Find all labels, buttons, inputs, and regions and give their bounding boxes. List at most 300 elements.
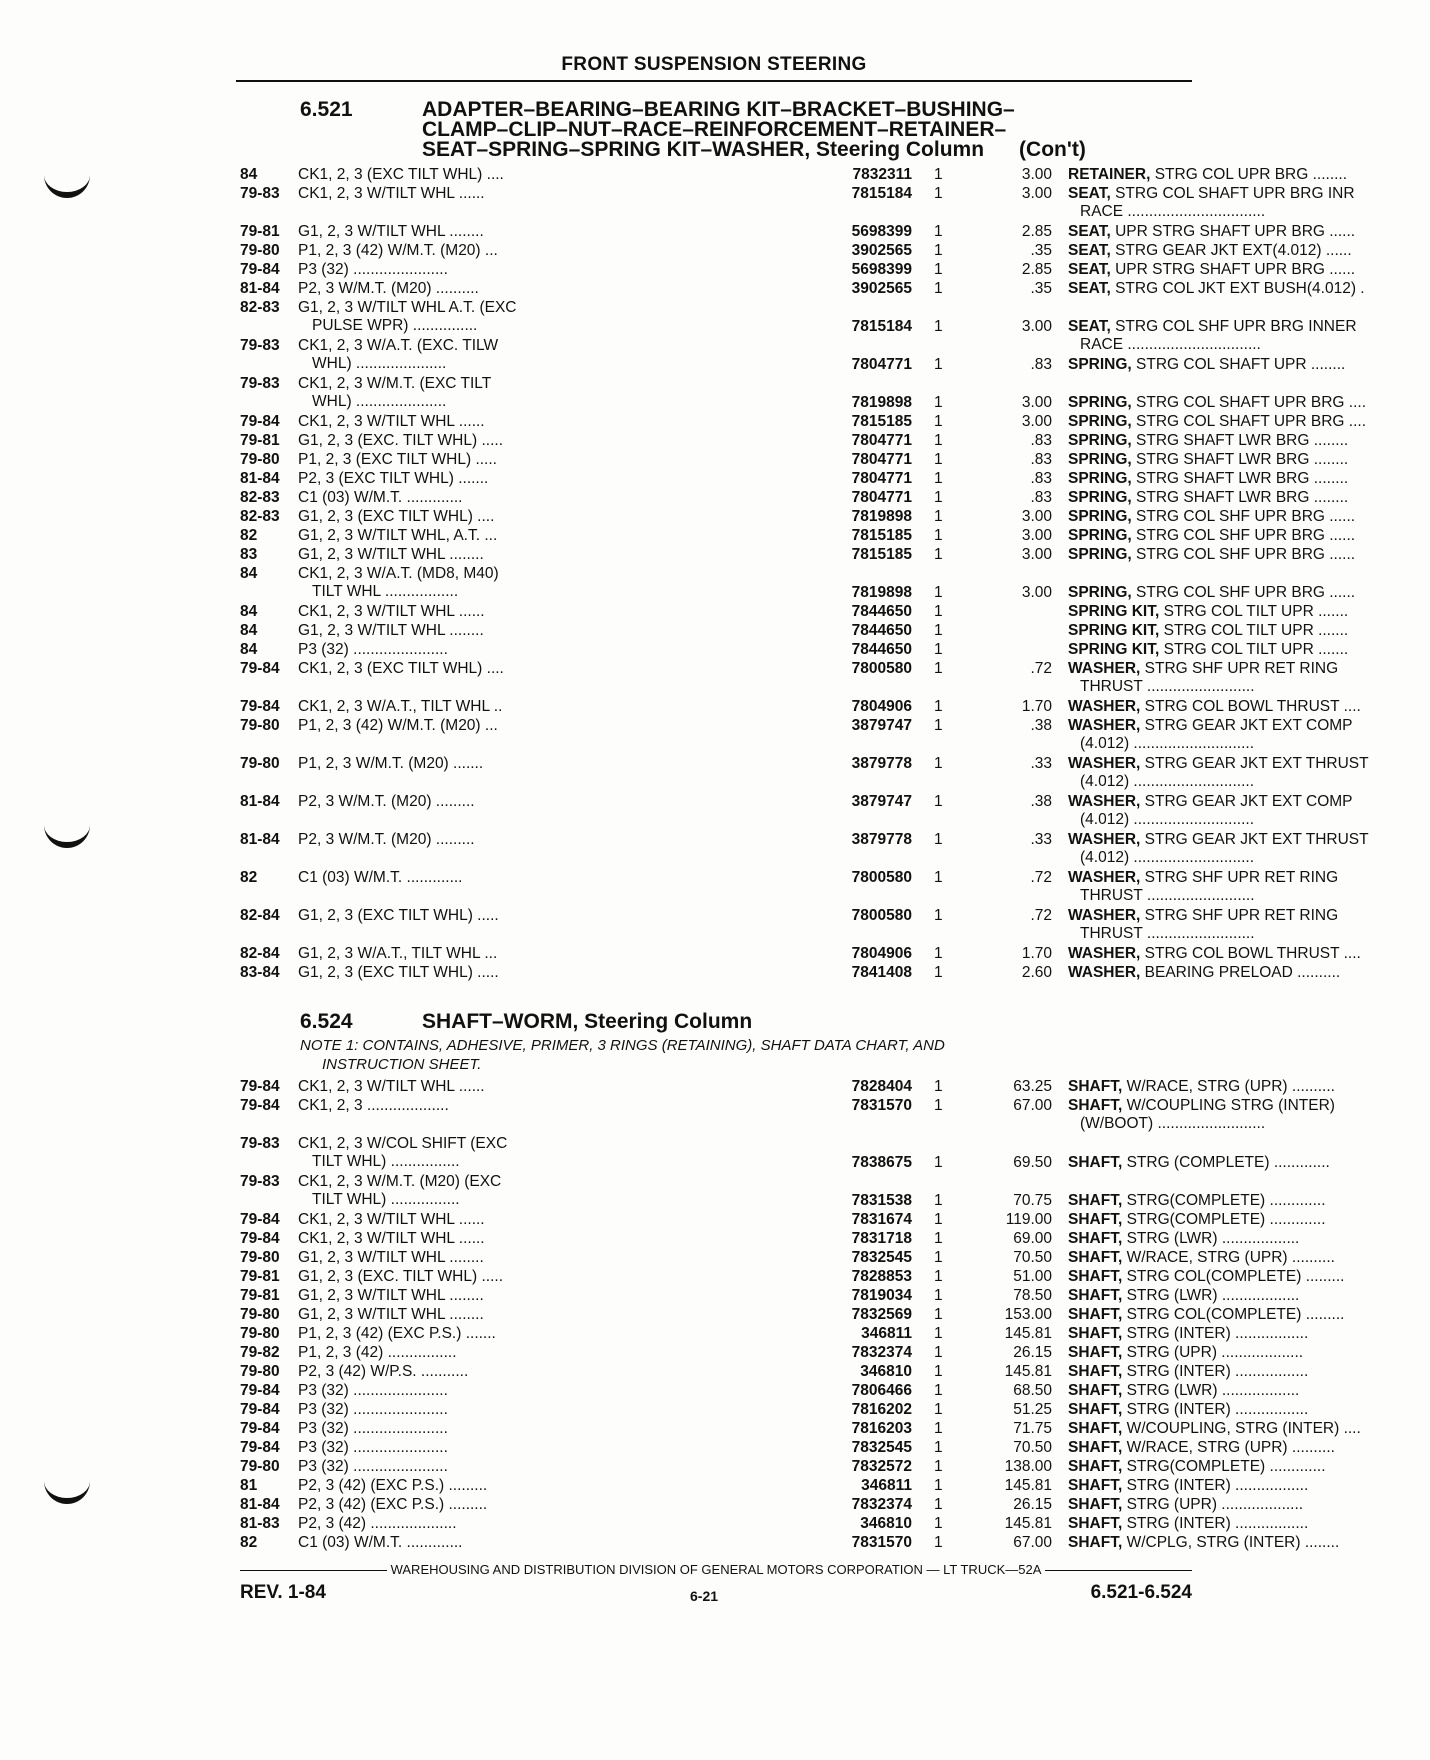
table-row <box>240 413 1366 432</box>
table-row <box>240 432 1349 451</box>
part-description: WASHER, STRG SHF UPR RET RING THRUST ......................... <box>1068 869 1339 904</box>
model-application: G1, 2, 3 W/A.T., TILT WHL ... <box>298 945 498 962</box>
model-years: 79-80 <box>240 242 280 259</box>
quantity: 1 <box>934 603 943 620</box>
part-name: SPRING, <box>1068 432 1132 449</box>
quantity: 1 <box>934 1458 943 1475</box>
model-application: P3 (32) ...................... <box>298 641 448 658</box>
part-name: SHAFT, <box>1068 1078 1123 1095</box>
model-application: P2, 3 W/M.T. (M20) .......... <box>298 280 479 297</box>
part-name: SHAFT, <box>1068 1420 1123 1437</box>
part-description: SHAFT, W/RACE, STRG (UPR) .......... <box>1068 1439 1335 1456</box>
quantity: 1 <box>934 641 943 658</box>
page-number: 6-21 <box>690 1588 719 1604</box>
part-number: 3879778 <box>851 831 912 848</box>
part-number: 3902565 <box>851 242 912 259</box>
section-number: 6.524 <box>300 1010 353 1033</box>
quantity: 1 <box>934 223 943 240</box>
part-description: SPRING KIT, STRG COL TILT UPR ....... <box>1068 603 1349 620</box>
model-years: 79-80 <box>240 1363 280 1380</box>
table-row <box>240 603 1349 622</box>
part-number: 7841408 <box>851 964 912 981</box>
quantity: 1 <box>934 1477 943 1494</box>
part-name: WASHER, <box>1068 831 1141 848</box>
part-description: WASHER, BEARING PRELOAD .......... <box>1068 964 1341 981</box>
quantity: 1 <box>934 1382 943 1399</box>
part-description: SHAFT, STRG (INTER) ................. <box>1068 1515 1309 1532</box>
part-name: SEAT, <box>1068 261 1111 278</box>
model-years: 79-80 <box>240 755 280 772</box>
part-name: SHAFT, <box>1068 1363 1123 1380</box>
part-number: 7831570 <box>851 1534 912 1551</box>
part-number: 7815184 <box>851 185 912 202</box>
model-application: G1, 2, 3 W/TILT WHL ........ <box>298 1287 484 1304</box>
model-application: P1, 2, 3 (42) W/M.T. (M20) ... <box>298 717 498 734</box>
table-row <box>240 755 1369 793</box>
price: 67.00 <box>1013 1534 1052 1551</box>
price: .83 <box>1030 489 1052 506</box>
model-application: CK1, 2, 3 W/TILT WHL ...... <box>298 1230 485 1247</box>
table-row <box>240 1211 1326 1230</box>
part-description: SPRING, STRG SHAFT LWR BRG ........ <box>1068 432 1349 449</box>
part-description: WASHER, STRG SHF UPR RET RING THRUST ......................... <box>1068 660 1339 695</box>
part-description: SPRING, STRG SHAFT LWR BRG ........ <box>1068 451 1349 468</box>
model-application: CK1, 2, 3 W/A.T., TILT WHL .. <box>298 698 503 715</box>
price: 3.00 <box>1021 546 1052 563</box>
part-description: SHAFT, STRG (INTER) ................. <box>1068 1363 1309 1380</box>
quantity: 1 <box>934 1211 943 1228</box>
price: .33 <box>1030 831 1052 848</box>
table-row <box>240 1382 1300 1401</box>
quantity: 1 <box>934 698 943 715</box>
model-years: 84 <box>240 166 258 183</box>
quantity: 1 <box>934 1325 943 1342</box>
model-years: 79-80 <box>240 1325 280 1342</box>
part-description: SPRING, STRG COL SHF UPR BRG ...... <box>1068 584 1356 601</box>
quantity: 1 <box>934 622 943 639</box>
table-row <box>240 1458 1326 1477</box>
table-row <box>240 1534 1340 1553</box>
part-description: SHAFT, STRG COL(COMPLETE) ......... <box>1068 1268 1345 1285</box>
table-row <box>240 907 1339 945</box>
part-description: SHAFT, STRG(COMPLETE) ............. <box>1068 1211 1326 1228</box>
price: 68.50 <box>1013 1382 1052 1399</box>
part-number: 7828853 <box>851 1268 912 1285</box>
part-description: SEAT, UPR STRG SHAFT UPR BRG ...... <box>1068 223 1356 240</box>
quantity: 1 <box>934 869 943 886</box>
part-name: SEAT, <box>1068 242 1111 259</box>
part-number: 7831538 <box>851 1192 912 1209</box>
quantity: 1 <box>934 660 943 677</box>
part-number: 346810 <box>860 1363 912 1380</box>
price: 63.25 <box>1013 1078 1052 1095</box>
table-row <box>240 869 1339 907</box>
part-description: SHAFT, STRG (LWR) .................. <box>1068 1287 1300 1304</box>
section-title: ADAPTER–BEARING–BEARING KIT–BRACKET–BUSHING– CLAMP–CLIP–NUT–RACE–REINFORCEMENT–RETAINER– SEAT–SPRING–SPRING KIT–WASHER, Steering Column (Con't) <box>422 98 1086 161</box>
model-application: P3 (32) ...................... <box>298 1401 448 1418</box>
part-name: SHAFT, <box>1068 1230 1123 1247</box>
quantity: 1 <box>934 1534 943 1551</box>
part-description: WASHER, STRG COL BOWL THRUST .... <box>1068 698 1361 715</box>
part-name: SPRING, <box>1068 508 1132 525</box>
header-rule <box>236 80 1192 82</box>
part-description: SHAFT, STRG(COMPLETE) ............. <box>1068 1192 1326 1209</box>
part-name: WASHER, <box>1068 945 1141 962</box>
quantity: 1 <box>934 793 943 810</box>
model-years: 84 <box>240 603 258 620</box>
part-number: 7832374 <box>851 1496 912 1513</box>
quantity: 1 <box>934 1496 943 1513</box>
part-number: 7831570 <box>851 1097 912 1114</box>
model-years: 83 <box>240 546 258 563</box>
model-application: CK1, 2, 3 W/M.T. (EXC TILT WHL) ..................... <box>298 375 492 410</box>
part-name: SHAFT, <box>1068 1534 1123 1551</box>
table-row <box>240 508 1356 527</box>
part-number: 346811 <box>861 1325 912 1342</box>
table-row <box>240 1097 1335 1135</box>
quantity: 1 <box>934 470 943 487</box>
model-years: 79-84 <box>240 698 280 715</box>
part-name: SHAFT, <box>1068 1344 1123 1361</box>
model-application: G1, 2, 3 (EXC. TILT WHL) ..... <box>298 432 503 449</box>
part-description: WASHER, STRG GEAR JKT EXT COMP (4.012) ............................ <box>1068 717 1353 752</box>
quantity: 1 <box>934 356 943 373</box>
model-application: CK1, 2, 3 W/A.T. (MD8, M40) TILT WHL ................. <box>298 565 499 600</box>
price: 70.75 <box>1013 1192 1052 1209</box>
table-row <box>240 185 1355 223</box>
price: 26.15 <box>1013 1344 1052 1361</box>
part-number: 7832311 <box>852 166 912 183</box>
part-number: 7844650 <box>851 603 912 620</box>
price: .72 <box>1030 869 1052 886</box>
model-years: 79-84 <box>240 1439 280 1456</box>
model-application: G1, 2, 3 W/TILT WHL ........ <box>298 223 484 240</box>
model-years: 79-83 <box>240 1135 280 1152</box>
table-row <box>240 1135 1330 1173</box>
part-number: 346810 <box>860 1515 912 1532</box>
part-description: SPRING, STRG COL SHAFT UPR BRG .... <box>1068 413 1366 430</box>
quantity: 1 <box>934 907 943 924</box>
part-description: SHAFT, STRG (LWR) .................. <box>1068 1230 1300 1247</box>
part-number: 5698399 <box>851 261 912 278</box>
part-name: WASHER, <box>1068 793 1141 810</box>
model-application: CK1, 2, 3 W/COL SHIFT (EXC TILT WHL) ................ <box>298 1135 508 1170</box>
part-description: SPRING, STRG COL SHAFT UPR ........ <box>1068 356 1346 373</box>
quantity: 1 <box>934 1154 943 1171</box>
table-row <box>240 1363 1309 1382</box>
part-number: 7832569 <box>851 1306 912 1323</box>
part-name: SPRING, <box>1068 413 1132 430</box>
model-years: 81-84 <box>240 793 280 810</box>
table-row <box>240 1287 1300 1306</box>
part-number: 7804906 <box>851 698 912 715</box>
part-number: 3879778 <box>851 755 912 772</box>
part-name: WASHER, <box>1068 964 1141 981</box>
model-application: CK1, 2, 3 W/TILT WHL ...... <box>298 1078 485 1095</box>
quantity: 1 <box>934 527 943 544</box>
part-description: WASHER, STRG GEAR JKT EXT COMP (4.012) ............................ <box>1068 793 1353 828</box>
quantity: 1 <box>934 1401 943 1418</box>
model-years: 82-84 <box>240 907 280 924</box>
table-row <box>240 337 1346 375</box>
binder-hole <box>44 1476 90 1504</box>
model-application: C1 (03) W/M.T. ............. <box>298 1534 463 1551</box>
part-number: 7816202 <box>851 1401 912 1418</box>
price: .83 <box>1030 470 1052 487</box>
quantity: 1 <box>934 1249 943 1266</box>
model-application: P1, 2, 3 (EXC TILT WHL) ..... <box>298 451 497 468</box>
model-years: 79-81 <box>240 223 280 240</box>
part-description: SHAFT, W/RACE, STRG (UPR) .......... <box>1068 1078 1335 1095</box>
part-name: SEAT, <box>1068 185 1111 202</box>
part-description: SHAFT, STRG(COMPLETE) ............. <box>1068 1458 1326 1475</box>
part-number: 7838675 <box>851 1154 912 1171</box>
binder-hole <box>44 820 90 848</box>
part-description: SHAFT, STRG (INTER) ................. <box>1068 1325 1309 1342</box>
price: .38 <box>1030 717 1052 734</box>
quantity: 1 <box>934 1306 943 1323</box>
model-years: 79-84 <box>240 1230 280 1247</box>
price: 3.00 <box>1021 527 1052 544</box>
table-row <box>240 1420 1361 1439</box>
price: 70.50 <box>1013 1249 1052 1266</box>
part-number: 7819898 <box>851 394 912 411</box>
part-number: 7804771 <box>851 451 912 468</box>
table-row <box>240 1306 1345 1325</box>
part-name: RETAINER, <box>1068 166 1151 183</box>
part-number: 346811 <box>861 1477 912 1494</box>
model-application: P2, 3 (EXC TILT WHL) ....... <box>298 470 489 487</box>
table-row <box>240 1344 1304 1363</box>
model-years: 79-82 <box>240 1344 280 1361</box>
quantity: 1 <box>934 1097 943 1114</box>
model-application: P1, 2, 3 (42) W/M.T. (M20) ... <box>298 242 498 259</box>
price: 2.85 <box>1021 261 1052 278</box>
part-number: 7804771 <box>851 356 912 373</box>
part-description: SEAT, STRG COL JKT EXT BUSH(4.012) . <box>1068 280 1365 297</box>
revision-label: REV. 1-84 <box>240 1582 326 1603</box>
part-description: SEAT, STRG COL SHF UPR BRG INNER RACE ............................... <box>1068 318 1357 353</box>
model-years: 84 <box>240 641 258 658</box>
part-description: SHAFT, STRG (LWR) .................. <box>1068 1382 1300 1399</box>
model-years: 83-84 <box>240 964 280 981</box>
table-row <box>240 1325 1309 1344</box>
table-row <box>240 1477 1309 1496</box>
model-years: 79-84 <box>240 1211 280 1228</box>
part-description: SPRING, STRG COL SHF UPR BRG ...... <box>1068 527 1356 544</box>
part-number: 7828404 <box>851 1078 912 1095</box>
quantity: 1 <box>934 964 943 981</box>
part-name: SHAFT, <box>1068 1382 1123 1399</box>
part-name: SHAFT, <box>1068 1439 1123 1456</box>
part-description: SPRING, STRG COL SHF UPR BRG ...... <box>1068 546 1356 563</box>
part-name: SHAFT, <box>1068 1477 1123 1494</box>
price: .33 <box>1030 755 1052 772</box>
table-row <box>240 964 1341 983</box>
model-application: P2, 3 (42) (EXC P.S.) ......... <box>298 1477 488 1494</box>
table-row <box>240 641 1349 660</box>
part-number: 7804771 <box>851 432 912 449</box>
table-row <box>240 717 1353 755</box>
model-years: 82 <box>240 869 258 886</box>
model-application: P3 (32) ...................... <box>298 1420 448 1437</box>
price: 2.85 <box>1021 223 1052 240</box>
part-number: 7819898 <box>851 508 912 525</box>
quantity: 1 <box>934 318 943 335</box>
model-years: 84 <box>240 565 258 582</box>
table-row <box>240 375 1366 413</box>
model-years: 79-81 <box>240 1268 280 1285</box>
table-row <box>240 1173 1326 1211</box>
part-name: SHAFT, <box>1068 1496 1123 1513</box>
price: 3.00 <box>1021 394 1052 411</box>
table-row <box>240 166 1348 185</box>
part-description: SHAFT, W/COUPLING, STRG (INTER) .... <box>1068 1420 1361 1437</box>
part-number: 7815185 <box>851 413 912 430</box>
part-name: SPRING KIT, <box>1068 622 1160 639</box>
quantity: 1 <box>934 1439 943 1456</box>
quantity: 1 <box>934 185 943 202</box>
part-number: 7800580 <box>851 907 912 924</box>
part-description: RETAINER, STRG COL UPR BRG ........ <box>1068 166 1348 183</box>
price: 145.81 <box>1004 1325 1052 1342</box>
table-row <box>240 1515 1309 1534</box>
section-note: NOTE 1: CONTAINS, ADHESIVE, PRIMER, 3 RINGS (RETAINING), SHAFT DATA CHART, AND INSTRUCTION SHEET. <box>300 1037 945 1073</box>
binder-hole <box>44 170 90 198</box>
quantity: 1 <box>934 280 943 297</box>
table-row <box>240 831 1369 869</box>
model-application: P3 (32) ...................... <box>298 1458 448 1475</box>
table-row <box>240 280 1365 299</box>
price: 69.00 <box>1013 1230 1052 1247</box>
part-number: 7815185 <box>851 527 912 544</box>
price: 67.00 <box>1013 1097 1052 1114</box>
table-row <box>240 470 1349 489</box>
part-number: 7815185 <box>851 546 912 563</box>
model-years: 79-81 <box>240 432 280 449</box>
part-number: 7804771 <box>851 470 912 487</box>
price: 145.81 <box>1004 1515 1052 1532</box>
part-number: 7844650 <box>851 622 912 639</box>
part-description: WASHER, STRG SHF UPR RET RING THRUST ......................... <box>1068 907 1339 942</box>
quantity: 1 <box>934 1420 943 1437</box>
model-application: G1, 2, 3 (EXC TILT WHL) ..... <box>298 964 499 981</box>
quantity: 1 <box>934 261 943 278</box>
model-application: CK1, 2, 3 ................... <box>298 1097 449 1114</box>
model-years: 79-83 <box>240 375 280 392</box>
part-description: SHAFT, STRG (INTER) ................. <box>1068 1401 1309 1418</box>
section-title: SHAFT–WORM, Steering Column <box>422 1010 753 1033</box>
model-application: G1, 2, 3 W/TILT WHL ........ <box>298 1249 484 1266</box>
model-application: P2, 3 (42) .................... <box>298 1515 457 1532</box>
table-row <box>240 451 1349 470</box>
parts-table-6524 <box>240 1078 1361 1553</box>
price: 3.00 <box>1021 584 1052 601</box>
table-row <box>240 489 1349 508</box>
price: 69.50 <box>1013 1154 1052 1171</box>
price: 71.75 <box>1013 1420 1052 1437</box>
model-application: CK1, 2, 3 W/TILT WHL ...... <box>298 185 485 202</box>
model-years: 79-81 <box>240 1287 280 1304</box>
model-application: P2, 3 W/M.T. (M20) ......... <box>298 793 475 810</box>
quantity: 1 <box>934 1515 943 1532</box>
model-application: G1, 2, 3 (EXC TILT WHL) ..... <box>298 907 499 924</box>
part-number: 7832572 <box>851 1458 912 1475</box>
model-years: 82-84 <box>240 945 280 962</box>
part-name: SPRING KIT, <box>1068 603 1160 620</box>
part-name: WASHER, <box>1068 755 1141 772</box>
model-years: 81-84 <box>240 470 280 487</box>
part-name: SHAFT, <box>1068 1192 1123 1209</box>
part-number: 7804771 <box>851 489 912 506</box>
quantity: 1 <box>934 1230 943 1247</box>
quantity: 1 <box>934 831 943 848</box>
part-name: WASHER, <box>1068 717 1141 734</box>
quantity: 1 <box>934 1344 943 1361</box>
price: .83 <box>1030 432 1052 449</box>
quantity: 1 <box>934 432 943 449</box>
model-years: 84 <box>240 622 258 639</box>
price: 145.81 <box>1004 1363 1052 1380</box>
part-description: SPRING, STRG SHAFT LWR BRG ........ <box>1068 489 1349 506</box>
model-years: 79-80 <box>240 451 280 468</box>
quantity: 1 <box>934 717 943 734</box>
part-description: SEAT, STRG GEAR JKT EXT(4.012) ...... <box>1068 242 1352 259</box>
quantity: 1 <box>934 489 943 506</box>
page-title: FRONT SUSPENSION STEERING <box>561 54 867 75</box>
part-description: SEAT, STRG COL SHAFT UPR BRG INR RACE ................................ <box>1068 185 1355 220</box>
table-row <box>240 1401 1309 1420</box>
part-number: 7816203 <box>851 1420 912 1437</box>
model-application: G1, 2, 3 (EXC TILT WHL) .... <box>298 508 495 525</box>
part-name: SPRING, <box>1068 470 1132 487</box>
section-number: 6.521 <box>300 98 353 121</box>
model-years: 81-83 <box>240 1515 280 1532</box>
part-number: 7800580 <box>851 869 912 886</box>
model-years: 81-84 <box>240 280 280 297</box>
model-application: CK1, 2, 3 W/TILT WHL ...... <box>298 413 485 430</box>
price: .38 <box>1030 793 1052 810</box>
price: 3.00 <box>1021 413 1052 430</box>
part-name: SHAFT, <box>1068 1458 1123 1475</box>
model-years: 79-84 <box>240 413 280 430</box>
part-name: WASHER, <box>1068 869 1141 886</box>
price: 119.00 <box>1005 1211 1052 1228</box>
model-application: P1, 2, 3 (42) (EXC P.S.) ....... <box>298 1325 496 1342</box>
table-row <box>240 1496 1304 1515</box>
table-row <box>240 1249 1335 1268</box>
model-application: G1, 2, 3 (EXC. TILT WHL) ..... <box>298 1268 503 1285</box>
part-name: SHAFT, <box>1068 1249 1123 1266</box>
table-row <box>240 223 1356 242</box>
quantity: 1 <box>934 394 943 411</box>
part-name: SPRING, <box>1068 451 1132 468</box>
part-number: 7831718 <box>851 1230 912 1247</box>
table-row <box>240 1268 1345 1287</box>
part-name: SHAFT, <box>1068 1211 1123 1228</box>
part-name: SPRING, <box>1068 356 1132 373</box>
part-description: SEAT, UPR STRG SHAFT UPR BRG ...... <box>1068 261 1356 278</box>
price: 2.60 <box>1021 964 1052 981</box>
part-description: SHAFT, W/COUPLING STRG (INTER) (W/BOOT) ......................... <box>1068 1097 1335 1132</box>
price: 78.50 <box>1013 1287 1052 1304</box>
model-years: 79-80 <box>240 1249 280 1266</box>
model-application: CK1, 2, 3 (EXC TILT WHL) .... <box>298 166 504 183</box>
price: 145.81 <box>1004 1477 1052 1494</box>
model-years: 79-83 <box>240 185 280 202</box>
quantity: 1 <box>934 451 943 468</box>
part-description: SHAFT, W/RACE, STRG (UPR) .......... <box>1068 1249 1335 1266</box>
